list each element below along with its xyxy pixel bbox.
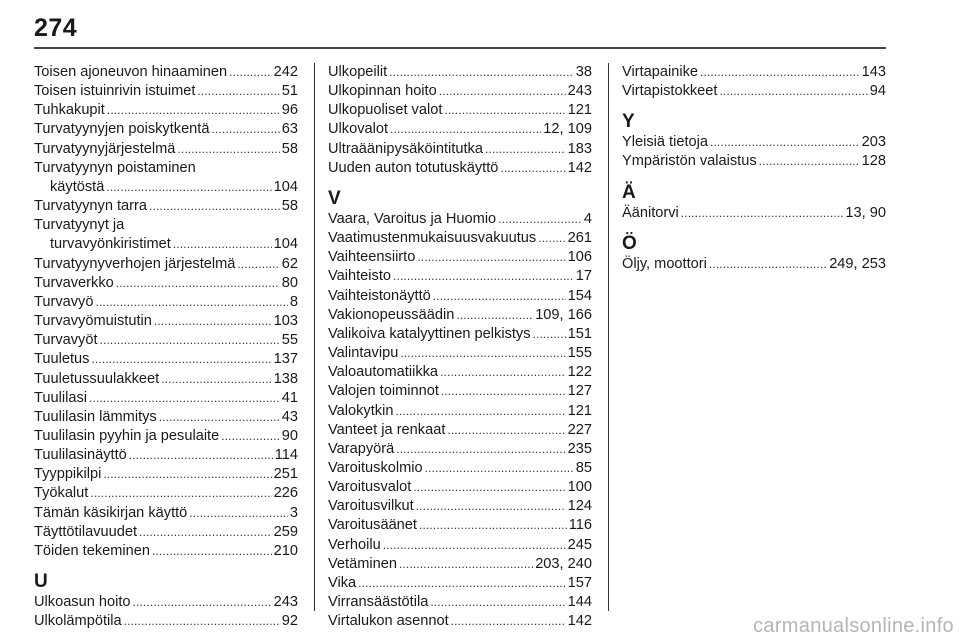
index-entry	[34, 197, 298, 216]
index-entry	[328, 248, 592, 267]
index-entry-term: Uuden auton totutuskäyttö	[328, 159, 499, 176]
index-entry-page: 127	[567, 383, 592, 400]
dot-leader	[413, 478, 565, 497]
index-entry-term: Turvatyynyn tarra	[34, 198, 148, 215]
index-entry-page: 128	[861, 153, 886, 170]
index-entry-page: 227	[567, 421, 592, 438]
index-entry	[328, 516, 592, 535]
dot-leader	[229, 63, 272, 82]
index-entry-page: 63	[281, 121, 298, 138]
index-entry-term: Öljy, moottori	[622, 255, 707, 272]
index-entry	[34, 101, 298, 120]
index-entry	[34, 312, 298, 331]
index-entry-term: Varapyörä	[328, 440, 395, 457]
index-entry	[34, 427, 298, 446]
index-entry	[34, 120, 298, 139]
index-entry	[34, 63, 298, 82]
index-entry-page: 144	[567, 594, 592, 611]
index-entry	[622, 82, 886, 101]
index-entry-term: Tuuletus	[34, 351, 90, 368]
index-entry-page: 38	[575, 64, 592, 80]
index-entry-page: 157	[567, 574, 592, 591]
dot-leader	[154, 312, 272, 331]
index-entry-term: Töiden tekeminen	[34, 542, 151, 559]
index-entry	[34, 542, 298, 561]
index-entry	[328, 101, 592, 120]
index-entry-term: Turvatyynyjärjestelmä	[34, 140, 176, 157]
dot-leader	[107, 101, 280, 120]
index-entry-page: 243	[567, 83, 592, 100]
index-entry-page: 183	[567, 140, 592, 157]
column-divider-1	[314, 63, 315, 611]
index-entry	[328, 402, 592, 421]
index-entry	[328, 63, 592, 82]
index-entry-term: Vaatimustenmukaisuusvakuutus	[328, 230, 537, 247]
index-entry-term: Ulkopuoliset valot	[328, 102, 443, 119]
index-entry-page: 249, 253	[829, 255, 886, 272]
index-entry	[34, 235, 298, 254]
index-entry-term: Äänitorvi	[622, 204, 679, 221]
index-entry-term: Ulkoasun hoito	[34, 594, 131, 611]
index-entry-term: Toisen ajoneuvon hinaaminen	[34, 64, 228, 80]
index-entry-page: 106	[567, 249, 592, 266]
index-entry-term: Verhoilu	[328, 536, 381, 553]
index-entry	[34, 484, 298, 503]
index-entry-page: 243	[273, 594, 298, 611]
index-entry-page: 100	[567, 479, 592, 496]
index-entry	[34, 350, 298, 369]
index-entry-term: Valintavipu	[328, 345, 399, 362]
index-entry-page: 124	[567, 498, 592, 515]
index-list-a-umlaut	[622, 204, 886, 223]
index-entry-page: 43	[281, 408, 298, 425]
index-entry	[34, 293, 298, 312]
dot-leader	[393, 267, 574, 286]
index-entry	[328, 159, 592, 178]
index-entry	[328, 82, 592, 101]
index-entry-page: 103	[273, 313, 298, 330]
index-entry	[622, 63, 886, 82]
index-entry	[328, 459, 592, 478]
index-entry-term: Valikoiva katalyyttinen pelkistys	[328, 325, 531, 342]
index-entry-term: Virtapainike	[622, 64, 698, 80]
index-entry-page: 151	[567, 325, 592, 342]
dot-leader	[456, 306, 533, 325]
index-entry-term: Vaara, Varoitus ja Huomio	[328, 210, 497, 227]
index-entry-page: 90	[281, 427, 298, 444]
index-entry-page: 138	[273, 370, 298, 387]
index-entry-term: Ulkovalot	[328, 121, 389, 138]
index-entry	[328, 478, 592, 497]
index-entry	[622, 255, 886, 274]
dot-leader	[430, 593, 565, 612]
index-entry	[328, 382, 592, 401]
index-entry	[328, 363, 592, 382]
section-letter-u: U	[34, 571, 48, 593]
index-entry-page: 62	[281, 255, 298, 272]
dot-leader	[152, 542, 272, 561]
index-entry-term: Tuuletussuulakkeet	[34, 370, 160, 387]
index-entry-page: 203, 240	[535, 555, 592, 572]
index-list-v-cont	[622, 63, 886, 101]
index-entry	[328, 325, 592, 344]
index-entry	[328, 306, 592, 325]
index-entry-term: Ulkopeilit	[328, 64, 388, 80]
index-entry-term: Varoitusvilkut	[328, 498, 414, 515]
index-entry	[34, 593, 298, 612]
index-entry-term: Vaihteistonäyttö	[328, 287, 431, 304]
dot-leader	[759, 152, 860, 171]
index-entry-page: 41	[281, 389, 298, 406]
index-entry-page: 109, 166	[535, 306, 592, 323]
index-entry-term: Tyyppikilpi	[34, 466, 102, 483]
index-entry-page: 251	[273, 466, 298, 483]
index-entry-term: Turvaverkko	[34, 274, 114, 291]
dot-leader	[159, 408, 280, 427]
index-entry	[328, 612, 592, 631]
index-entry-page: 114	[274, 447, 298, 464]
index-entry-term: Tuulilasi	[34, 389, 87, 406]
dot-leader	[129, 446, 273, 465]
index-entry	[34, 274, 298, 293]
dot-leader	[444, 101, 565, 120]
index-entry-term: Valoautomatiikka	[328, 364, 439, 381]
dot-leader	[533, 325, 566, 344]
index-entry	[34, 408, 298, 427]
index-entry-term: Vaihteisto	[328, 268, 392, 285]
index-entry-term: Turvatyynyverhojen järjestelmä	[34, 255, 236, 272]
index-entry-term: Vetäminen	[328, 555, 397, 572]
index-entry-page: 116	[568, 517, 592, 534]
index-entry-term: Virtapistokkeet	[622, 83, 718, 100]
dot-leader	[710, 133, 860, 152]
dot-leader	[451, 612, 566, 631]
index-entry	[328, 593, 592, 612]
index-entry-page: 80	[281, 274, 298, 291]
index-entry-term: Vika	[328, 574, 357, 591]
index-entry	[328, 440, 592, 459]
index-entry-term: Tuulilasin lämmitys	[34, 408, 157, 425]
dot-leader	[719, 82, 867, 101]
dot-leader	[100, 331, 280, 350]
index-entry-term: Varoitusvalot	[328, 479, 412, 496]
index-entry-page: 92	[281, 613, 298, 630]
index-entry-term: Vakionopeussäädin	[328, 306, 455, 323]
index-entry	[34, 331, 298, 350]
dot-leader	[358, 574, 566, 593]
dot-leader	[116, 274, 280, 293]
dot-leader	[440, 363, 566, 382]
dot-leader	[211, 120, 279, 139]
index-entry-term: Turvavyö	[34, 293, 94, 310]
dot-leader	[124, 612, 280, 631]
index-entry-term: turvavyönkiristimet	[50, 236, 171, 253]
dot-leader	[681, 204, 844, 223]
index-column-2	[328, 63, 592, 631]
index-entry-page: 12, 109	[543, 121, 592, 138]
index-entry-term: Virtalukon asennot	[328, 613, 449, 630]
index-entry	[34, 446, 298, 465]
section-letter-y: Y	[622, 111, 635, 133]
index-entry-page: 96	[281, 102, 298, 119]
dot-leader	[133, 593, 272, 612]
index-entry-term: Virransäästötila	[328, 594, 429, 611]
index-entry-page: 143	[861, 64, 886, 80]
header-rule	[34, 47, 886, 49]
index-entry-heading: Turvatyynyt ja	[34, 217, 125, 234]
index-entry-page: 122	[567, 364, 592, 381]
dot-leader	[197, 82, 279, 101]
dot-leader	[439, 82, 566, 101]
index-entry-page: 104	[273, 178, 298, 195]
index-entry-page: 58	[281, 198, 298, 215]
index-entry	[34, 389, 298, 408]
index-entry-term: Tuhkakupit	[34, 102, 105, 119]
index-entry-page: 104	[273, 236, 298, 253]
index-list-t	[34, 63, 298, 561]
index-entry	[622, 133, 886, 152]
index-entry-term: Täyttötilavuudet	[34, 523, 138, 540]
dot-leader	[139, 523, 272, 542]
index-entry-page: 17	[575, 268, 592, 285]
index-entry-page: 137	[273, 351, 298, 368]
index-entry-page: 155	[567, 345, 592, 362]
dot-leader	[447, 421, 565, 440]
index-entry-term: Vanteet ja renkaat	[328, 421, 446, 438]
dot-leader	[237, 255, 279, 274]
dot-leader	[700, 63, 860, 82]
index-entry-page: 154	[567, 287, 592, 304]
index-entry-term: Ulkopinnan hoito	[328, 83, 437, 100]
index-entry-page: 261	[567, 230, 592, 247]
dot-leader	[498, 210, 582, 229]
index-entry	[34, 255, 298, 274]
index-entry	[328, 536, 592, 555]
index-entry-page: 94	[869, 83, 886, 100]
index-entry	[34, 140, 298, 159]
index-entry-term: Vaihteensiirto	[328, 249, 416, 266]
index-list-y	[622, 133, 886, 171]
index-entry	[34, 504, 298, 523]
index-entry-page: 51	[281, 83, 298, 100]
index-list-o-umlaut	[622, 255, 886, 274]
dot-leader	[709, 255, 827, 274]
index-entry	[34, 178, 298, 197]
index-entry-term: Tuulilasin pyyhin ja pesulaite	[34, 427, 220, 444]
dot-leader	[389, 63, 574, 82]
dot-leader	[390, 120, 541, 139]
index-entry	[328, 140, 592, 159]
index-entry-term: Ultraäänipysäköintitutka	[328, 140, 483, 157]
index-entry-page: 58	[281, 140, 298, 157]
dot-leader	[419, 516, 567, 535]
dot-leader	[396, 440, 565, 459]
index-entry-term: Varoitusäänet	[328, 517, 417, 534]
index-entry-term: Ulkolämpötila	[34, 613, 122, 630]
index-entry	[622, 204, 886, 223]
dot-leader	[538, 229, 565, 248]
index-entry-term: Valojen toiminnot	[328, 383, 439, 400]
index-entry	[328, 574, 592, 593]
index-entry-page: 142	[567, 613, 592, 630]
dot-leader	[485, 140, 566, 159]
index-entry	[328, 344, 592, 363]
dot-leader	[95, 293, 287, 312]
index-entry-page: 242	[273, 64, 298, 80]
index-list-v	[328, 210, 592, 631]
dot-leader	[89, 389, 280, 408]
dot-leader	[189, 504, 288, 523]
index-entry-term: käytöstä	[50, 178, 105, 195]
dot-leader	[103, 465, 271, 484]
index-entry-page: 85	[575, 459, 592, 476]
index-entry	[328, 267, 592, 286]
index-entry-page: 4	[583, 210, 592, 227]
dot-leader	[106, 178, 271, 197]
index-entry	[34, 82, 298, 101]
index-entry-term: Toisen istuinrivin istuimet	[34, 83, 196, 100]
dot-leader	[416, 497, 566, 516]
index-entry	[34, 465, 298, 484]
dot-leader	[441, 382, 566, 401]
index-entry	[328, 287, 592, 306]
section-letter-a-umlaut: Ä	[622, 181, 636, 203]
index-entry-term: Turvavyömuistutin	[34, 313, 152, 330]
column-divider-2	[608, 63, 609, 611]
index-list-u-cont	[328, 63, 592, 178]
index-entry-page: 8	[289, 293, 298, 310]
dot-leader	[395, 402, 565, 421]
dot-leader	[90, 484, 271, 503]
index-entry-page: 142	[567, 159, 592, 176]
section-letter-o-umlaut: Ö	[622, 232, 637, 254]
index-list-u	[34, 593, 298, 631]
index-entry	[328, 120, 592, 139]
dot-leader	[177, 140, 279, 159]
index-entry-page: 235	[567, 440, 592, 457]
dot-leader	[425, 459, 574, 478]
index-entry-heading: Turvatyynyn poistaminen	[34, 159, 196, 176]
index-entry-page: 121	[567, 402, 592, 419]
index-entry-term: Turvatyynyjen poiskytkentä	[34, 121, 210, 138]
index-entry-page: 203	[861, 134, 886, 151]
index-entry	[622, 152, 886, 171]
index-entry-term: Valokytkin	[328, 402, 394, 419]
dot-leader	[399, 555, 533, 574]
index-entry-page: 55	[281, 332, 298, 349]
index-entry	[328, 210, 592, 229]
watermark: carmanualsonline.info	[753, 615, 954, 637]
dot-leader	[400, 344, 565, 363]
index-entry	[328, 421, 592, 440]
dot-leader	[383, 536, 566, 555]
index-entry-page: 3	[289, 504, 298, 521]
index-entry	[34, 370, 298, 389]
page-number: 274	[34, 14, 78, 42]
index-entry-page: 259	[273, 523, 298, 540]
dot-leader	[91, 350, 271, 369]
dot-leader	[149, 197, 280, 216]
index-entry	[34, 612, 298, 631]
index-entry	[328, 555, 592, 574]
index-entry-term: Turvavyöt	[34, 332, 98, 349]
dot-leader	[161, 370, 271, 389]
dot-leader	[500, 159, 565, 178]
index-entry-term: Varoituskolmio	[328, 459, 423, 476]
dot-leader	[417, 248, 565, 267]
index-entry	[34, 523, 298, 542]
dot-leader	[221, 427, 280, 446]
index-entry-term: Ympäristön valaistus	[622, 153, 757, 170]
index-entry-term: Yleisiä tietoja	[622, 134, 708, 151]
index-entry	[328, 229, 592, 248]
index-entry-page: 210	[273, 542, 298, 559]
index-entry	[328, 497, 592, 516]
section-letter-v: V	[328, 187, 341, 209]
dot-leader	[433, 287, 566, 306]
dot-leader	[173, 235, 272, 254]
index-entry-page: 121	[567, 102, 592, 119]
index-entry-page: 245	[567, 536, 592, 553]
index-entry-term: Tuulilasinäyttö	[34, 447, 127, 464]
index-entry-page: 226	[273, 485, 298, 502]
index-entry-term: Työkalut	[34, 485, 89, 502]
index-entry-term: Tämän käsikirjan käyttö	[34, 504, 188, 521]
index-entry-page: 13, 90	[845, 204, 886, 221]
index-column-1	[34, 63, 298, 631]
index-column-3	[622, 63, 886, 274]
